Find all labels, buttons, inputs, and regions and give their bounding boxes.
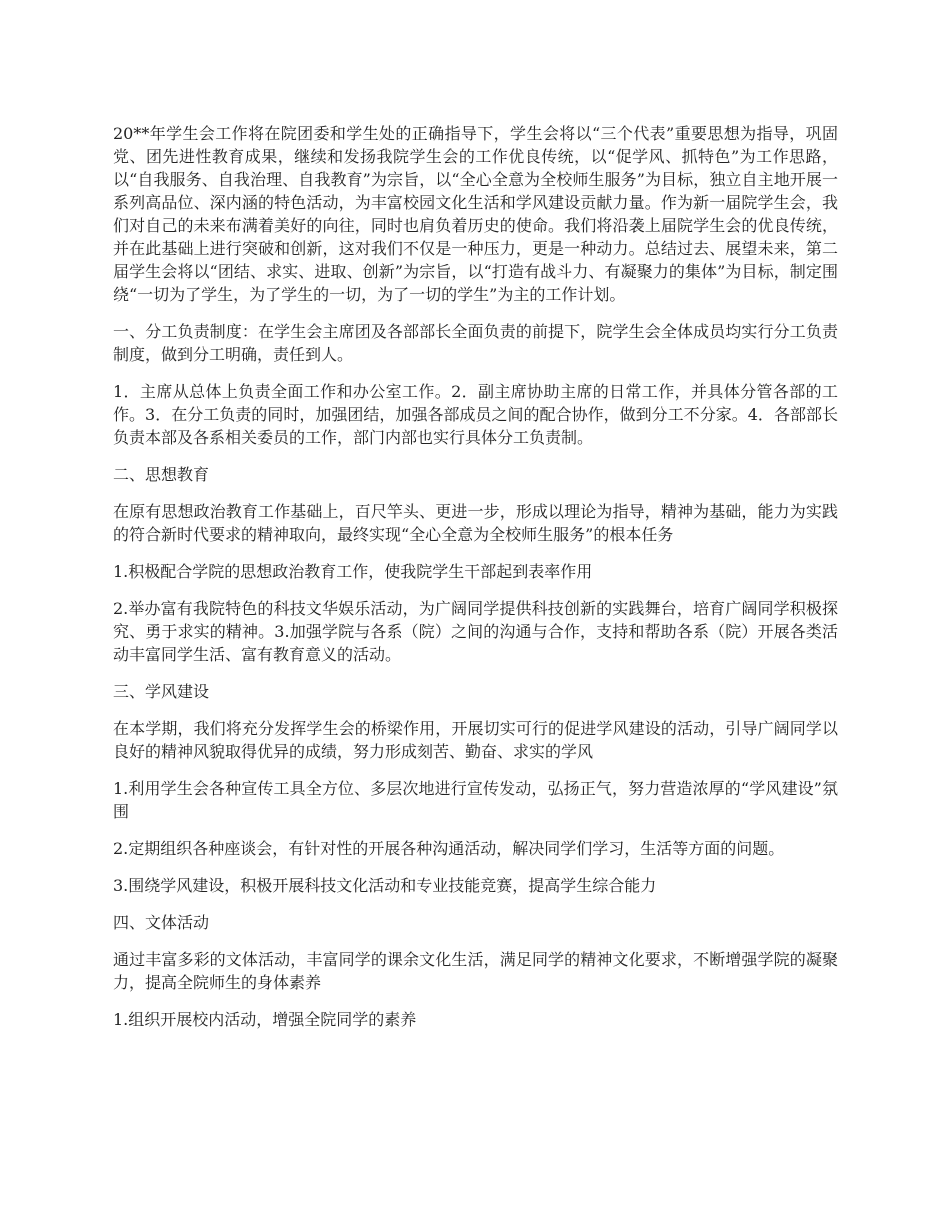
document-body [113,122,838,1045]
section-1-items: 1．主席从总体上负责全面工作和办公室工作。2．副主席协助主席的日常工作，并具体分管各部的工作。3．在分工负责的同时，加强团结，加强各部成员之间的配合协作，做到分工不分家。4．各部部长负责本部及各系相关委员的工作，部门内部也实行具体分工负责制。 [113,382,838,447]
section-3-heading: 三、学风建设 [113,682,210,701]
intro-paragraph: 20**年学生会工作将在院团委和学生处的正确指导下，学生会将以“三个代表”重要思想为指导，巩固党、团先进性教育成果，继续和发扬我院学生会的工作优良传统，以“促学风、抓特色”为工作思路，以“自我服务、自我治理、自我教育”为宗旨，以“全心全意为全校师生服务”为目标，独立自主地开展一系列高品位、深内涵的特色活动，为丰富校园文化生活和学风建设贡献力量。作为新一届院学生会，我们对自己的未来布满着美好的向往，同时也肩负着历史的使命。我们将沿袭上届院学生会的优良传统，并在此基础上进行突破和创新，这对我们不仅是一种压力，更是一种动力。总结过去、展望未来，第二届学生会将以“团结、求实、进取、创新”为宗旨，以“打造有战斗力、有凝聚力的集体”为目标，制定围绕“一切为了学生，为了学生的一切，为了一切的学生”为主的工作计划。 [113,124,838,304]
section-2-item-2: 2.举办富有我院特色的科技文华娱乐活动，为广阔同学提供科技创新的实践舞台，培育广阔同学积极探究、勇于求实的精神。3.加强学院与各系（院）之间的沟通与合作，支持和帮助各系（院）开展各类活动丰富同学生活、富有教育意义的活动。 [113,599,838,664]
section-4-intro: 通过丰富多彩的文体活动，丰富同学的课余文化生活，满足同学的精神文化要求，不断增强学院的凝聚力，提高全院师生的身体素养 [113,950,838,992]
section-4-heading: 四、文体活动 [113,913,210,932]
section-1-heading-paragraph: 一、分工负责制度：在学生会主席团及各部部长全面负责的前提下，院学生会全体成员均实行分工负责制度，做到分工明确，责任到人。 [113,322,838,364]
section-3-item-2: 2.定期组织各种座谈会，有针对性的开展各种沟通活动，解决同学们学习，生活等方面的问题。 [113,839,785,858]
section-2-heading: 二、思想教育 [113,465,210,484]
section-2-item-1: 1.积极配合学院的思想政治教育工作，使我院学生干部起到表率作用 [113,562,593,581]
section-4-item-1: 1.组织开展校内活动，增强全院同学的素养 [113,1010,417,1029]
section-2-intro: 在原有思想政治教育工作基础上，百尺竿头、更进一步，形成以理论为指导，精神为基础，能力为实践的符合新时代要求的精神取向，最终实现“全心全意为全校师生服务”的根本任务 [113,502,838,544]
section-3-item-1: 1.利用学生会各种宣传工具全方位、多层次地进行宣传发动，弘扬正气，努力营造浓厚的“学风建设”氛围 [113,779,838,821]
section-3-item-3: 3.围绕学风建设，积极开展科技文化活动和专业技能竞赛，提高学生综合能力 [113,876,657,895]
section-3-intro: 在本学期，我们将充分发挥学生会的桥梁作用，开展切实可行的促进学风建设的活动，引导广阔同学以良好的精神风貌取得优异的成绩，努力形成刻苦、勤奋、求实的学风 [113,719,838,761]
